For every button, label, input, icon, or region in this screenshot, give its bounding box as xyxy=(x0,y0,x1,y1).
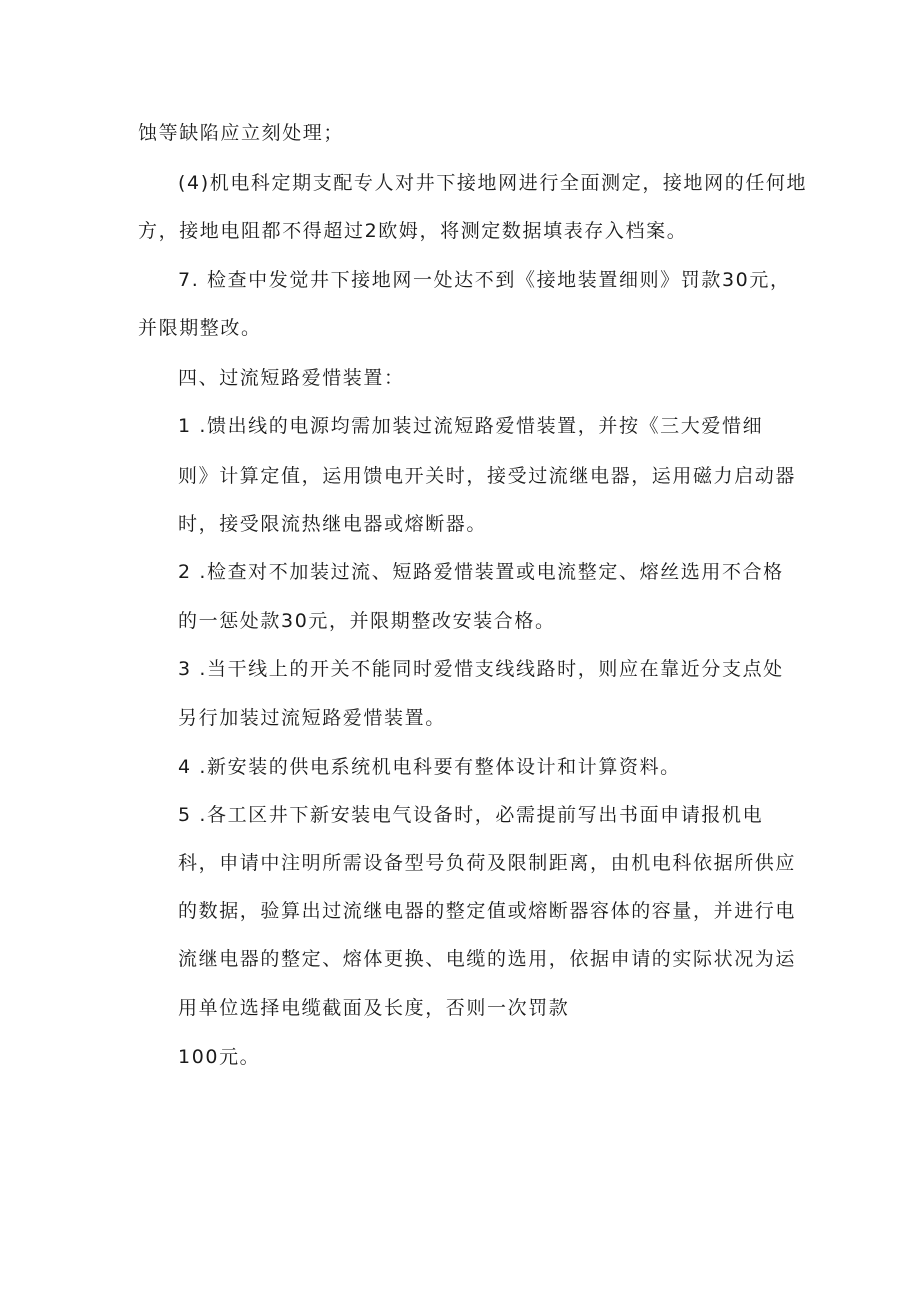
text-line-14: 4 .新安装的供电系统机电科要有整体设计和计算资料。 xyxy=(178,756,681,778)
text-line-20: 100元。 xyxy=(178,1046,261,1068)
section-heading: 四、过流短路爱惜装置： xyxy=(178,367,405,389)
text-line-13: 另行加装过流短路爱惜装置。 xyxy=(178,707,446,729)
text-line-11: 的一惩处款30元，并限期整改安装合格。 xyxy=(178,610,556,632)
text-line-3: 方，接地电阻都不得超过2欧姆，将测定数据填表存入档案。 xyxy=(138,220,688,242)
text-line-9: 时，接受限流热继电器或熔断器。 xyxy=(178,513,488,535)
text-line-18: 流继电器的整定、熔体更换、电缆的选用，依据申请的实际状况为运 xyxy=(178,948,797,970)
text-line-2: (4)机电科定期支配专人对井下接地网进行全面测定，接地网的任何地 xyxy=(178,172,808,194)
text-line-15: 5 .各工区井下新安装电气设备时，必需提前写出书面申请报机电 xyxy=(178,804,764,826)
text-line-5: 并限期整改。 xyxy=(138,317,262,339)
text-line-16: 科，申请中注明所需设备型号负荷及限制距离，由机电科依据所供应 xyxy=(178,852,797,874)
text-line-1: 蚀等缺陷应立刻处理； xyxy=(138,122,345,144)
text-line-4: 7. 检查中发觉井下接地网一处达不到《接地装置细则》罚款30元， xyxy=(178,269,791,291)
text-line-12: 3 .当干线上的开关不能同时爱惜支线线路时，则应在靠近分支点处 xyxy=(178,658,784,680)
text-line-8: 则》计算定值，运用馈电开关时，接受过流继电器，运用磁力启动器 xyxy=(178,465,797,487)
text-line-19: 用单位选择电缆截面及长度，否则一次罚款 xyxy=(178,997,570,1019)
text-line-17: 的数据，验算出过流继电器的整定值或熔断器容体的容量，并进行电 xyxy=(178,900,797,922)
text-line-10: 2 .检查对不加装过流、短路爱惜装置或电流整定、熔丝选用不合格 xyxy=(178,561,784,583)
text-line-7: 1 .馈出线的电源均需加装过流短路爱惜装置，并按《三大爱惜细 xyxy=(178,415,764,437)
